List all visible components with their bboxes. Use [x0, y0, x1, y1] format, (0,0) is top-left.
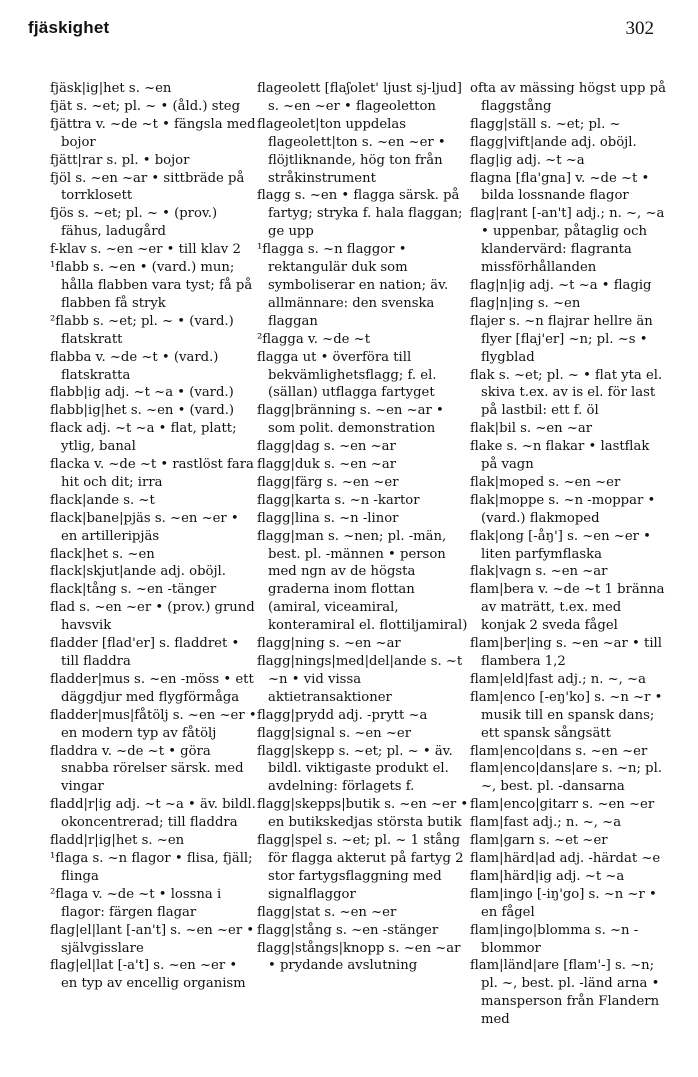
- dictionary-entry: flak|moped s. ~en ~er: [470, 474, 621, 490]
- dictionary-entry: flagga ut • överföra till bekvämlighetsflagg; f. el. (sällan) utflagga fartyget: [257, 349, 437, 401]
- dictionary-entry: flak|moppe s. ~n -moppar • (vard.) flakmoped: [470, 492, 656, 526]
- dictionary-entry: flajer s. ~n flajrar hellre än flyer [flaj'er] ~n; pl. ~s • flygblad: [470, 313, 653, 365]
- dictionary-entry: flack|het s. ~en: [50, 546, 155, 562]
- dictionary-entry: flak|vagn s. ~en ~ar: [470, 564, 608, 580]
- dictionary-entry: flagg|stång s. ~en -stänger: [257, 922, 439, 938]
- dictionary-columns: [50, 80, 668, 1029]
- dictionary-entry: flak s. ~et; pl. ~ • flat yta el. skiva t.ex. av is el. för last på lastbil: ett f. öl: [470, 367, 663, 419]
- dictionary-entry: fjäsk|ig|het s. ~en: [50, 81, 172, 96]
- dictionary-entry: flack|tång s. ~en -tänger: [50, 582, 217, 598]
- dictionary-entry: flagg|färg s. ~en ~er: [257, 474, 399, 490]
- dictionary-entry: ¹flagga s. ~n flaggor • rektangulär duk som symboliserar en nation; äv. allmännare: den svenska flaggan: [257, 242, 449, 329]
- page-number: 302: [625, 18, 654, 39]
- dictionary-entry: flagg|spel s. ~et; pl. ~ 1 stång för flagga akterut på fartyg 2 stor fartygsflaggning med signalflaggor: [257, 833, 464, 902]
- dictionary-entry: flagg|man s. ~nen; pl. -män, best. pl. -männen • person med ngn av de högsta graderna inom flottan (amiral, viceamiral, konteramiral el. flottiljamiral): [257, 528, 468, 634]
- dictionary-entry: fladder [flad'er] s. fladdret • till fladdra: [50, 636, 240, 669]
- dictionary-entry: flacka v. ~de ~t • rastlöst fara hit och dit; irra: [50, 457, 254, 490]
- dictionary-entry: flam|enco|dans s. ~en ~er: [470, 743, 648, 759]
- dictionary-entry: flagna [fla'gna] v. ~de ~t • bilda lossnande flagor: [470, 170, 650, 204]
- dictionary-entry: flag|ig adj. ~t ~a: [470, 152, 585, 168]
- dictionary-entry: flagg|skepps|butik s. ~en ~er • en butikskedjas största butik: [257, 797, 469, 831]
- dictionary-entry: flam|ingo [-iŋ'go] s. ~n ~r • en fågel: [470, 886, 657, 920]
- guide-word: fjäskighet: [28, 18, 110, 37]
- dictionary-entry: ¹flaga s. ~n flagor • flisa, fjäll; flinga: [50, 850, 253, 884]
- dictionary-entry: flagg|signal s. ~en ~er: [257, 725, 412, 741]
- dictionary-entry: f-klav s. ~en ~er • till klav 2: [50, 242, 241, 258]
- dictionary-entry: flack adj. ~t ~a • flat, platt; ytlig, banal: [50, 421, 237, 455]
- dictionary-entry: flam|enco [-eŋ'ko] s. ~n ~r • musik till en spansk dans; ett spansk sångsätt: [470, 689, 663, 741]
- dictionary-entry: flagg|skepp s. ~et; pl. ~ • äv. bildl. viktigaste produkt el. avdelning: förlagets f.: [257, 743, 453, 795]
- dictionary-entry: flag|el|lant [-an't] s. ~en ~er • självgisslare: [50, 922, 255, 956]
- dictionary-entry: flageolet|ton uppdelas flageolett|ton s. ~en ~er • flöjtliknande, hög ton från stråkinstrument: [257, 116, 446, 186]
- dictionary-entry: flagg|prydd adj. -prytt ~a: [257, 707, 428, 723]
- dictionary-entry: flagg|dag s. ~en ~ar: [257, 439, 396, 455]
- dictionary-entry: flagg|karta s. ~n -kartor: [257, 492, 420, 508]
- dictionary-entry: fjättra v. ~de ~t • fängsla med bojor: [50, 116, 256, 150]
- dictionary-entry: flam|bera v. ~de ~t 1 bränna av maträtt, t.ex. med konjak 2 sveda fågel: [470, 582, 665, 634]
- dictionary-entry: flagg|nings|med|del|ande s. ~t ~n • vid vissa aktietransaktioner: [257, 654, 463, 705]
- dictionary-entry: flabb|ig adj. ~t ~a • (vard.): [50, 385, 234, 401]
- dictionary-entry: flam|ber|ing s. ~en ~ar • till flambera 1,2: [470, 636, 662, 669]
- dictionary-entry: ²flagga v. ~de ~t: [257, 331, 370, 347]
- dictionary-entry: fjätt|rar s. pl. • bojor: [50, 152, 190, 168]
- dictionary-entry: flak|ong [-åŋ'] s. ~en ~er • liten parfymflaska: [470, 528, 651, 562]
- dictionary-entry: flabb|ig|het s. ~en • (vard.): [50, 403, 235, 419]
- dictionary-entry: flagg|bränning s. ~en ~ar • som polit. demonstration: [257, 403, 444, 437]
- dictionary-entry: fladder|mus|fåtölj s. ~en ~er • en modern typ av fåtölj: [50, 707, 257, 741]
- dictionary-entry: flag|n|ing s. ~en: [470, 295, 581, 311]
- dictionary-entry: flagg|ställ s. ~et; pl. ~: [470, 116, 621, 132]
- dictionary-entry: flam|härd|ad adj. -härdat ~e: [470, 850, 661, 866]
- dictionary-entry: flagg|stångs|knopp s. ~en ~ar • prydande avslutning: [257, 940, 461, 974]
- dictionary-entry: flagg|lina s. ~n -linor: [257, 510, 399, 526]
- dictionary-entry: flack|skjut|ande adj. oböjl.: [50, 564, 226, 580]
- dictionary-entry: ²flabb s. ~et; pl. ~ • (vard.) flatskratt: [50, 313, 234, 347]
- dictionary-entry: fjät s. ~et; pl. ~ • (åld.) steg: [50, 98, 241, 114]
- dictionary-entry: flad s. ~en ~er • (prov.) grund havsvik: [50, 600, 255, 634]
- dictionary-entry: flag|rant [-an't] adj.; n. ~, ~a • uppenbar, påtaglig och klandervärd: flagranta missförhållanden: [470, 206, 665, 276]
- dictionary-entry: fladd|r|ig adj. ~t ~a • äv. bildl. okoncentrerad; till fladdra: [50, 797, 256, 831]
- dictionary-entry: flak|bil s. ~en ~ar: [470, 421, 593, 437]
- dictionary-entry: flagg|vift|ande adj. oböjl.: [470, 134, 637, 150]
- column-3: [470, 80, 668, 1029]
- dictionary-entry: flagg|stat s. ~en ~er: [257, 904, 397, 920]
- dictionary-entry: flageolett [flaʃolet' ljust sj-ljud] s. ~en ~er • flageoletton: [257, 81, 462, 114]
- dictionary-entry: ofta av mässing högst upp på flaggstång: [470, 81, 666, 114]
- column-2: [257, 80, 470, 1029]
- dictionary-entry: flagg|ning s. ~en ~ar: [257, 636, 401, 652]
- dictionary-entry: flam|härd|ig adj. ~t ~a: [470, 868, 625, 884]
- dictionary-entry: flam|fast adj.; n. ~, ~a: [470, 815, 622, 831]
- dictionary-entry: flack|ande s. ~t: [50, 492, 155, 508]
- dictionary-entry: fjös s. ~et; pl. ~ • (prov.) fähus, ladugård: [50, 206, 218, 240]
- dictionary-entry: fladder|mus s. ~en -möss • ett däggdjur med flygförmåga: [50, 671, 254, 705]
- dictionary-entry: flam|enco|dans|are s. ~n; pl. ~, best. pl. -dansarna: [470, 761, 663, 795]
- dictionary-entry: flam|ingo|blomma s. ~n -blommor: [470, 922, 639, 956]
- dictionary-entry: flabba v. ~de ~t • (vard.) flatskratta: [50, 349, 219, 383]
- dictionary-entry: flam|eld|fast adj.; n. ~, ~a: [470, 671, 646, 687]
- dictionary-entry: fladd|r|ig|het s. ~en: [50, 833, 185, 849]
- dictionary-entry: ¹flabb s. ~en • (vard.) mun; hålla flabben vara tyst; få på flabben få stryk: [50, 260, 253, 311]
- dictionary-entry: flack|bane|pjäs s. ~en ~er • en artilleripjäs: [50, 510, 239, 544]
- dictionary-entry: flam|länd|are [flam'-] s. ~n; pl. ~, best. pl. -länd arna • mansperson från Flandern med: [470, 958, 660, 1028]
- column-1: [50, 80, 257, 1029]
- dictionary-entry: flam|garn s. ~et ~er: [470, 833, 608, 849]
- dictionary-entry: flagg s. ~en • flagga särsk. på fartyg; stryka f. hala flaggan; ge upp: [257, 188, 463, 240]
- dictionary-entry: flagg|duk s. ~en ~ar: [257, 457, 397, 473]
- dictionary-entry: flam|enco|gitarr s. ~en ~er: [470, 797, 655, 813]
- dictionary-entry: ²flaga v. ~de ~t • lossna i flagor: färgen flagar: [50, 886, 222, 920]
- dictionary-entry: flag|el|lat [-a't] s. ~en ~er • en typ av encellig organism: [50, 958, 246, 992]
- dictionary-entry: fjöl s. ~en ~ar • sittbräde på torrklosett: [50, 170, 245, 204]
- dictionary-entry: flake s. ~n flakar • lastflak på vagn: [470, 439, 650, 473]
- dictionary-entry: flag|n|ig adj. ~t ~a • flagig: [470, 277, 652, 293]
- dictionary-entry: fladdra v. ~de ~t • göra snabba rörelser särsk. med vingar: [50, 743, 244, 795]
